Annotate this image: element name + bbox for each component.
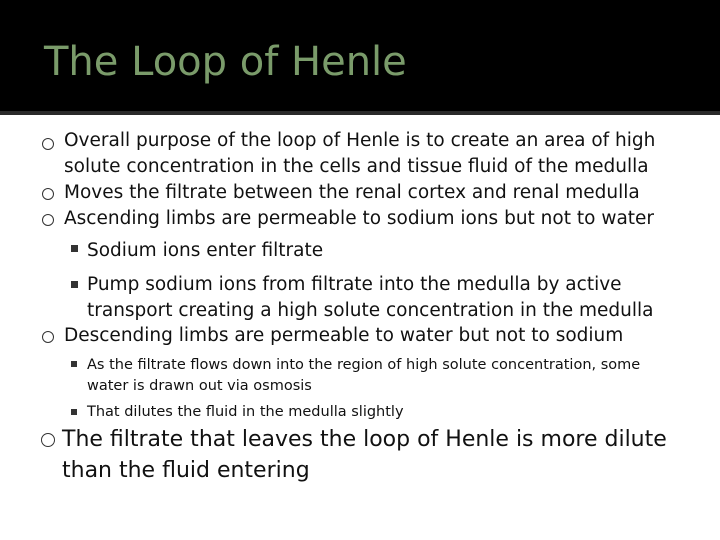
bullet-5-line-1: The filtrate that leaves the loop of Henle is more dilute: [62, 427, 667, 452]
square-bullet-icon: [71, 245, 78, 252]
square-bullet-icon: [71, 361, 77, 367]
bullet-4-sub-2: That dilutes the fluid in the medulla slightly: [87, 404, 404, 420]
bullet-4: Descending limbs are permeable to water but not to sodium: [64, 325, 624, 346]
slide-title: The Loop of Henle: [44, 39, 407, 85]
square-bullet-icon: [71, 281, 78, 288]
bullet-3-sub-1: Sodium ions enter filtrate: [87, 240, 324, 261]
bullet-4-sub-1-line-2: water is drawn out via osmosis: [87, 378, 312, 394]
bullet-3-sub-2-line-1: Pump sodium ions from filtrate into the medulla by active: [87, 274, 622, 295]
circle-bullet-icon: [42, 188, 54, 200]
bullet-3-sub-2-line-2: transport creating a high solute concentration in the medulla: [87, 300, 654, 321]
bullet-1-line-2: solute concentration in the cells and tissue fluid of the medulla: [64, 156, 649, 177]
circle-bullet-icon: [41, 433, 55, 447]
bullet-4-sub-1-line-1: As the filtrate flows down into the region of high solute concentration, some: [87, 357, 641, 373]
bullet-2: Moves the filtrate between the renal cortex and renal medulla: [64, 182, 640, 203]
square-bullet-icon: [71, 409, 77, 415]
bullet-3: Ascending limbs are permeable to sodium ions but not to water: [64, 208, 655, 229]
bullet-5-line-2: than the fluid entering: [62, 458, 310, 483]
circle-bullet-icon: [42, 214, 54, 226]
circle-bullet-icon: [42, 331, 54, 343]
bullet-1-line-1: Overall purpose of the loop of Henle is to create an area of high: [64, 130, 656, 151]
circle-bullet-icon: [42, 138, 54, 150]
